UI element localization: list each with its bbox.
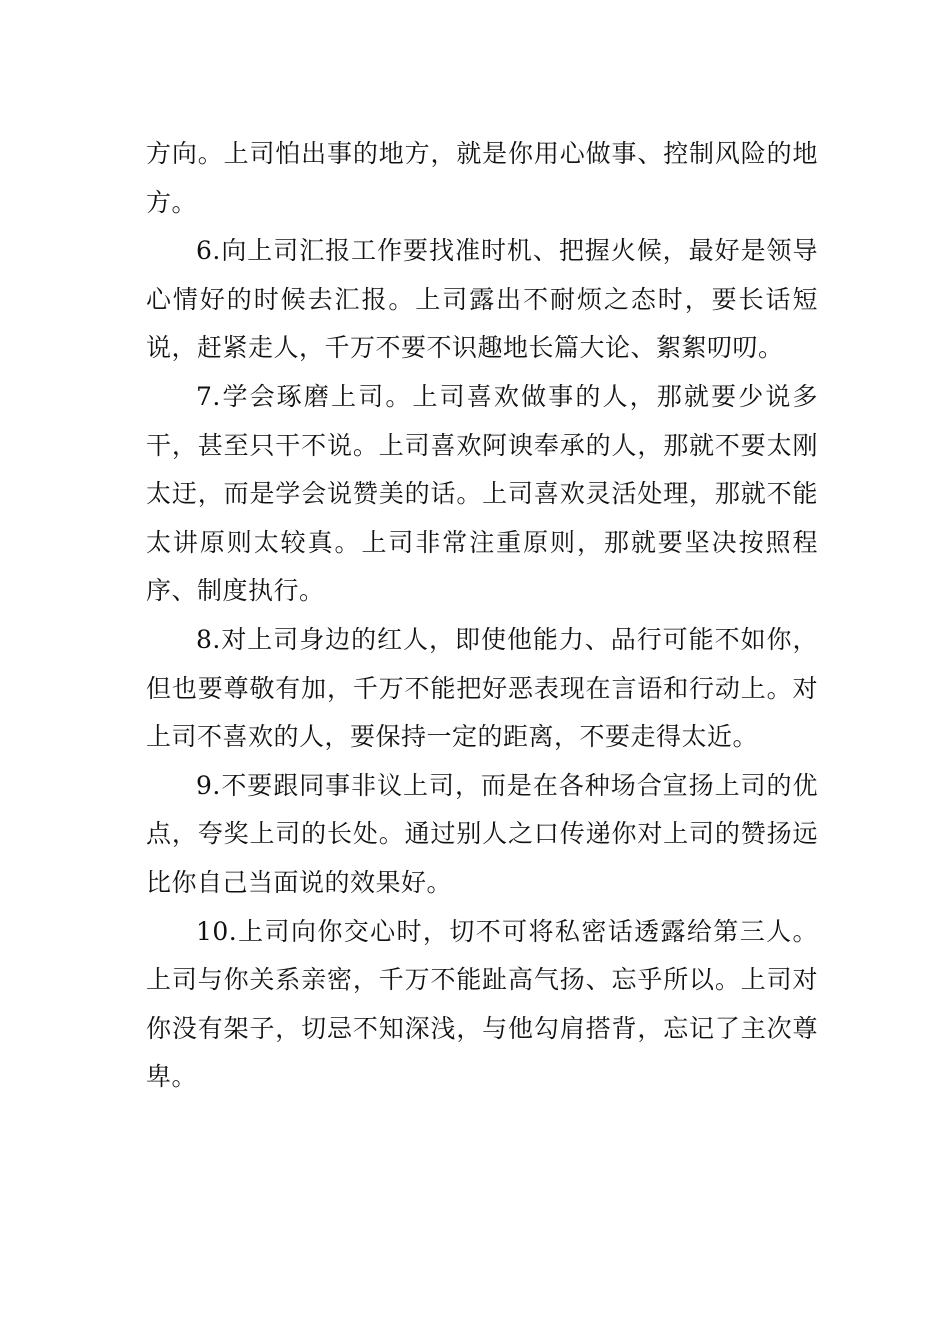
paragraph-item-6: 6.向上司汇报工作要找准时机、把握火候，最好是领导心情好的时候去汇报。上司露出不耐烦之态时，要长话短说，赶紧走人，千万不要不识趣地长篇大论、絮絮叨叨。	[146, 236, 818, 363]
paragraph-item-10: 10.上司向你交心时，切不可将私密话透露给第三人。上司与你关系亲密，千万不能趾高气扬、忘乎所以。上司对你没有架子，切忌不知深浅，与他勾肩搭背，忘记了主次尊卑。	[146, 916, 818, 1092]
paragraph-item-7: 7.学会琢磨上司。上司喜欢做事的人，那就要少说多干，甚至只干不说。上司喜欢阿谀奉承的人，那就不要太刚太迂，而是学会说赞美的话。上司喜欢灵活处理，那就不能太讲原则太较真。上司非常注重原则，那就要坚决按照程序、制度执行。	[146, 381, 818, 606]
document-page	[146, 130, 818, 1102]
paragraph-item-8: 8.对上司身边的红人，即使他能力、品行可能不如你，但也要尊敬有加，千万不能把好恶表现在言语和行动上。对上司不喜欢的人，要保持一定的距离，不要走得太近。	[146, 624, 818, 752]
paragraph-item-9: 9.不要跟同事非议上司，而是在各种场合宣扬上司的优点，夸奖上司的长处。通过别人之口传递你对上司的赞扬远比你自己当面说的效果好。	[146, 770, 818, 897]
paragraph-continuation: 方向。上司怕出事的地方，就是你用心做事、控制风险的地方。	[146, 139, 818, 217]
